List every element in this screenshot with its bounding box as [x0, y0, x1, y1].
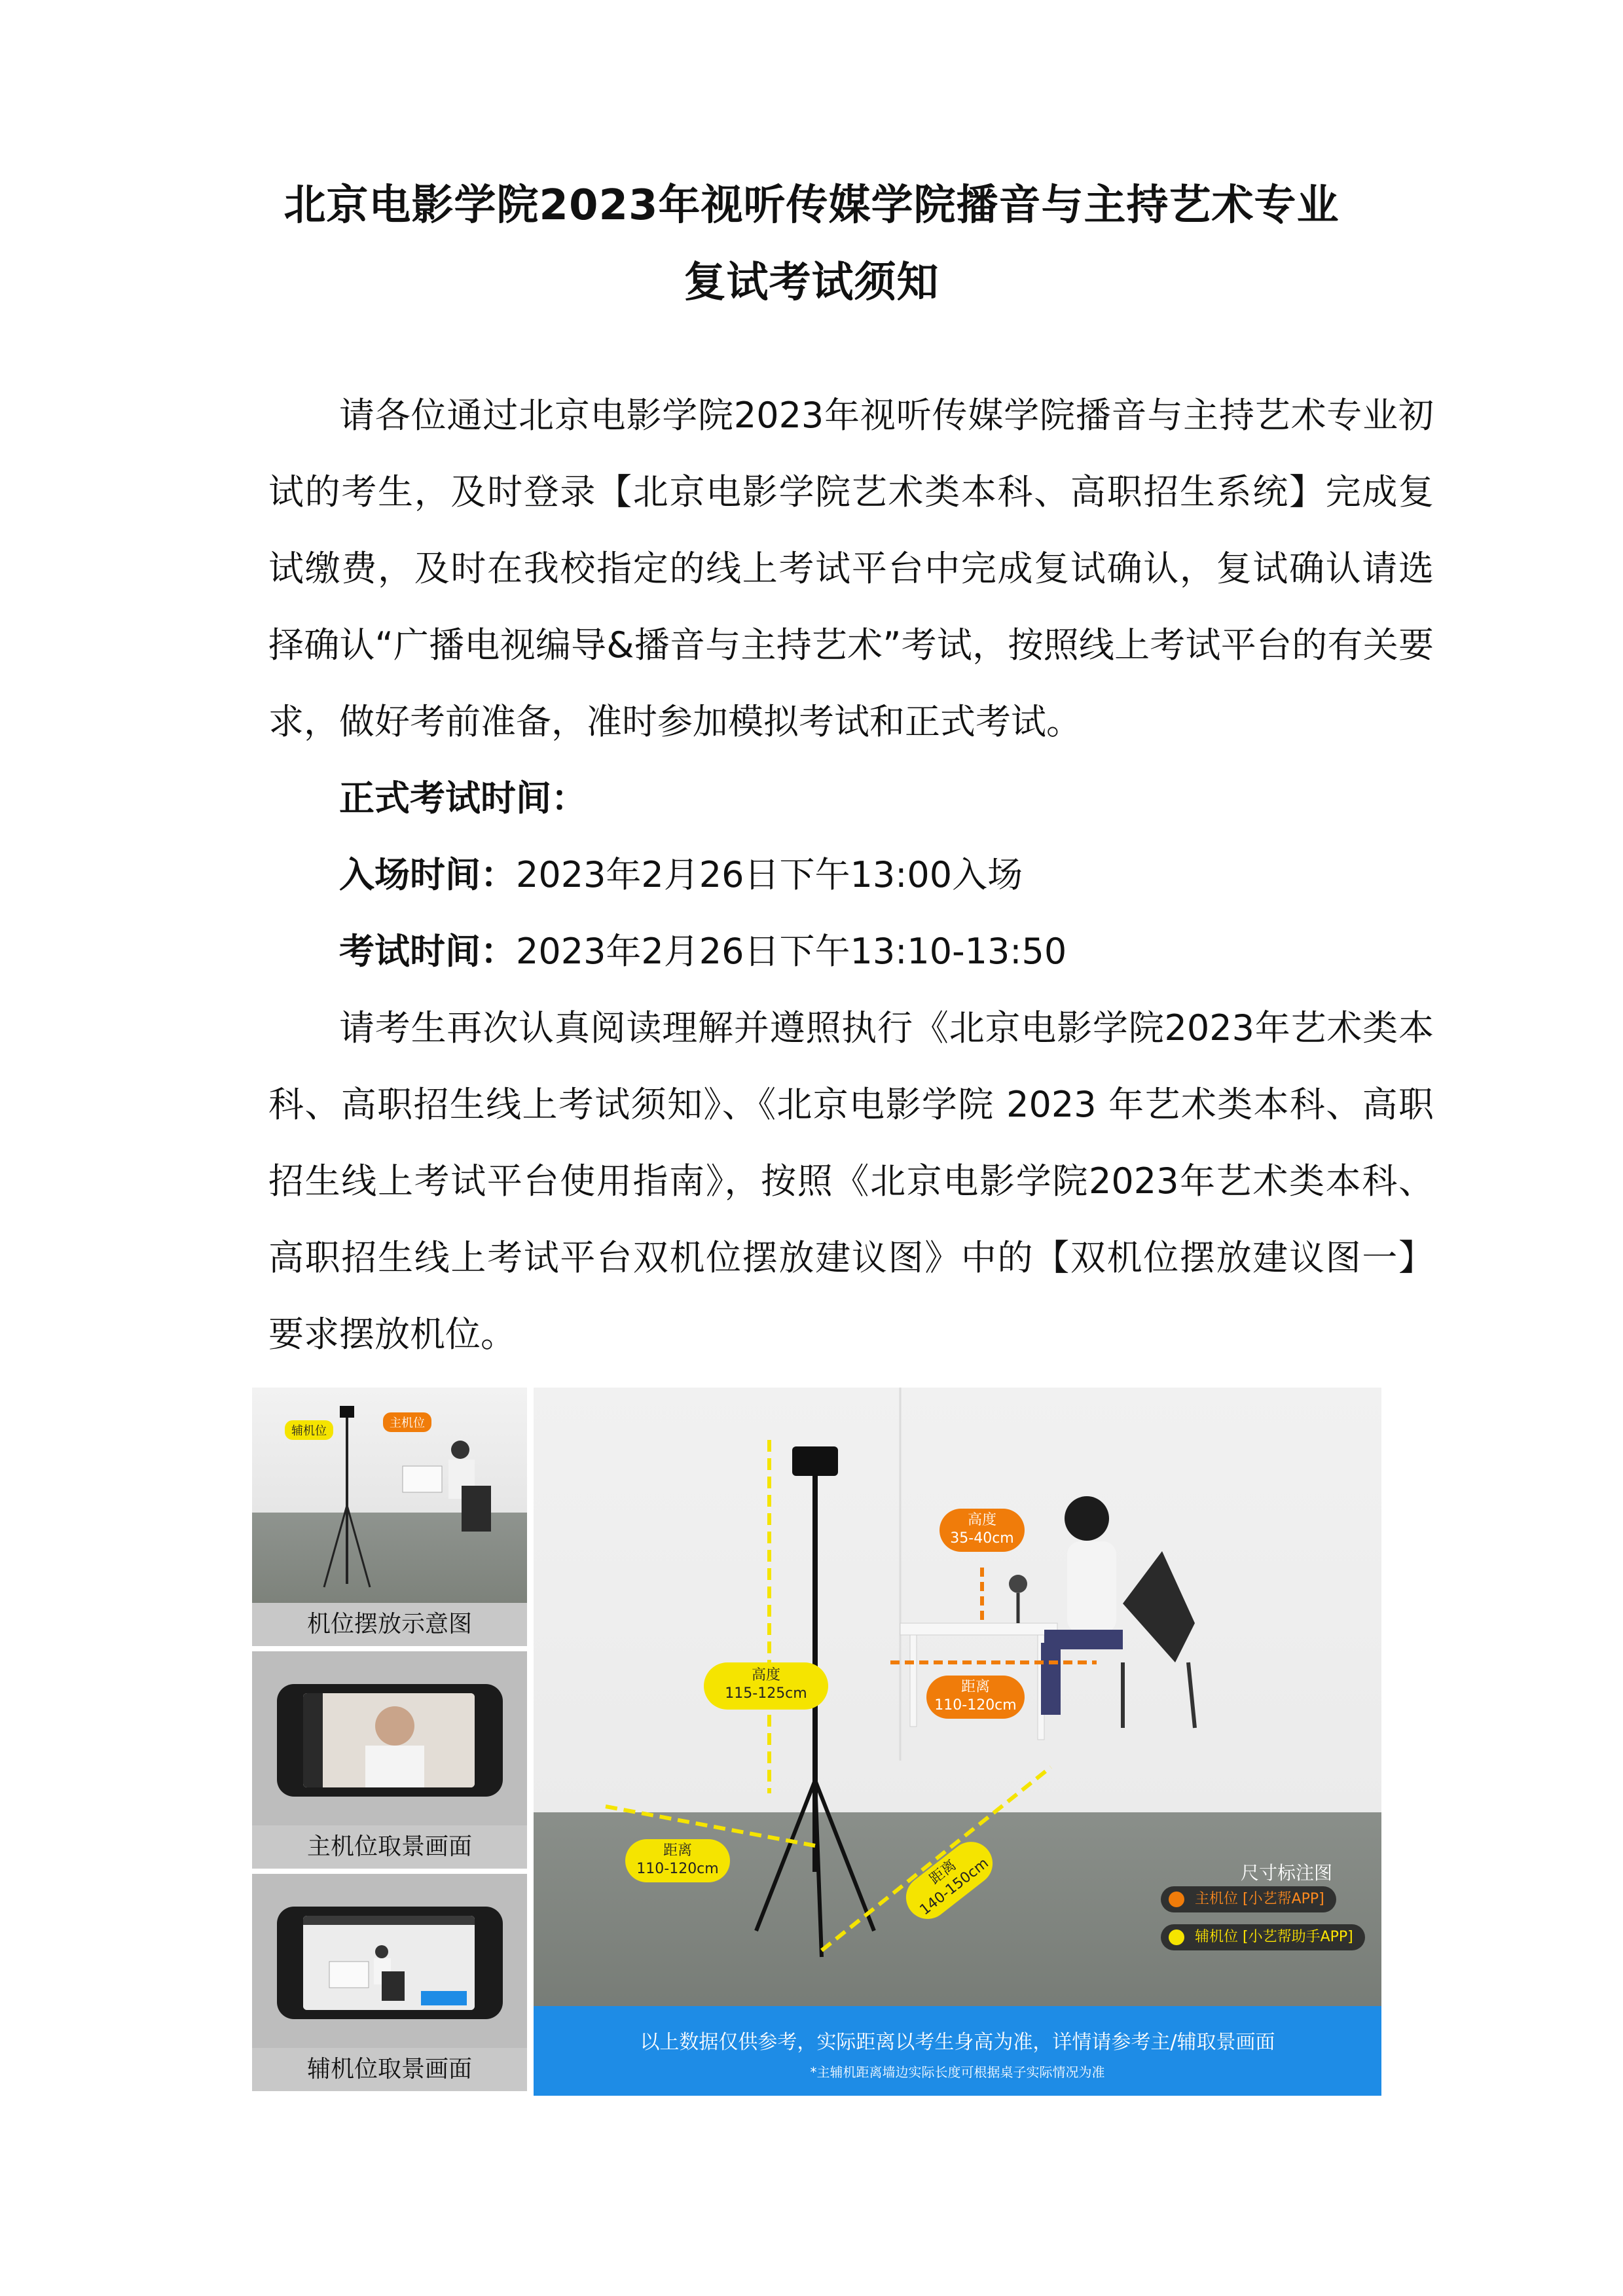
- phone-icon: [277, 1907, 503, 2019]
- setup-diagram-photo: [534, 1388, 1381, 2096]
- main-camera-view-panel: [252, 1651, 527, 1869]
- legend-main-text: 主机位 [小艺帮APP]: [1195, 1891, 1324, 1907]
- note-main: 以上数据仅供参考，实际距离以考生身高为准，详情请参考主/辅取景画面: [640, 2031, 1275, 2054]
- entry-time-value: 2023年2月26日下午13:00入场: [516, 854, 1023, 895]
- main-distance-label: 距离 110-120cm: [926, 1676, 1025, 1719]
- paragraph-intro: 请各位通过北京电影学院2023年视听传媒学院播音与主持艺术专业初试的考生，及时登录【北京电影学院艺术类本科、高职招生系统】完成复试缴费，及时在我校指定的线上考试平台中完成复试确认，复试确认请选择确认“广播电视编导&播音与主持艺术”考试，按照线上考试平台的有关要求，做好考前准备，准时参加模拟考试和正式考试。: [268, 395, 1434, 742]
- diagonal-distance-label: 距离 140-150cm: [898, 1833, 1002, 1928]
- phone-icon: [277, 1684, 503, 1797]
- legend-main-camera: [1161, 1886, 1336, 1912]
- aux-height-label: 高度 115-125cm: [704, 1662, 828, 1710]
- note-banner: [534, 2006, 1381, 2096]
- camera-placement-panel: [252, 1388, 527, 1646]
- exam-time-value: 2023年2月26日下午13:10-13:50: [516, 931, 1067, 972]
- exam-time-line: [268, 913, 1434, 990]
- legend-title: 尺寸标注图: [1241, 1862, 1333, 1884]
- main-height-label: 高度 35-40cm: [939, 1509, 1025, 1552]
- page-subtitle: 复试考试须知: [684, 259, 939, 307]
- orange-dot-icon: [1169, 1892, 1184, 1907]
- entry-time-label: 入场时间：: [339, 854, 516, 895]
- main-camera-view-caption: 主机位取景画面: [252, 1825, 527, 1869]
- main-camera-tag: 主机位: [383, 1412, 431, 1432]
- aux-camera-tag: 辅机位: [285, 1420, 333, 1440]
- note-sub: *主辅机距离墙边实际长度可根据桌子实际情况为准: [810, 2064, 1105, 2080]
- camera-placement-photo: [252, 1388, 527, 1603]
- main-camera-view-image: [252, 1651, 527, 1825]
- aux-camera-view-image: [252, 1874, 527, 2048]
- entry-time-line: [268, 836, 1434, 913]
- exam-time-heading: 正式考试时间：: [339, 778, 587, 819]
- page-title: 北京电影学院2023年视听传媒学院播音与主持艺术专业: [283, 181, 1340, 230]
- paragraph-instructions: 请考生再次认真阅读理解并遵照执行《北京电影学院2023年艺术类本科、高职招生线上考试须知》、《北京电影学院 2023 年艺术类本科、高职招生线上考试平台使用指南》，按照《北京电影学院2023年艺术类本科、高职招生线上考试平台双机位摆放建议图》中的【双机位摆放建议图一】要求摆放机位。: [268, 1007, 1434, 1355]
- aux-camera-view-caption: 辅机位取景画面: [252, 2048, 527, 2091]
- document-body: [268, 377, 1434, 1372]
- exam-time-label: 考试时间：: [339, 931, 516, 972]
- legend-aux-camera: [1161, 1924, 1365, 1950]
- legend-aux-text: 辅机位 [小艺帮助手APP]: [1195, 1929, 1353, 1945]
- yellow-dot-icon: [1169, 1929, 1184, 1945]
- aux-distance-label: 距离 110-120cm: [625, 1839, 730, 1882]
- camera-placement-caption: 机位摆放示意图: [252, 1603, 527, 1646]
- aux-camera-view-panel: [252, 1874, 527, 2091]
